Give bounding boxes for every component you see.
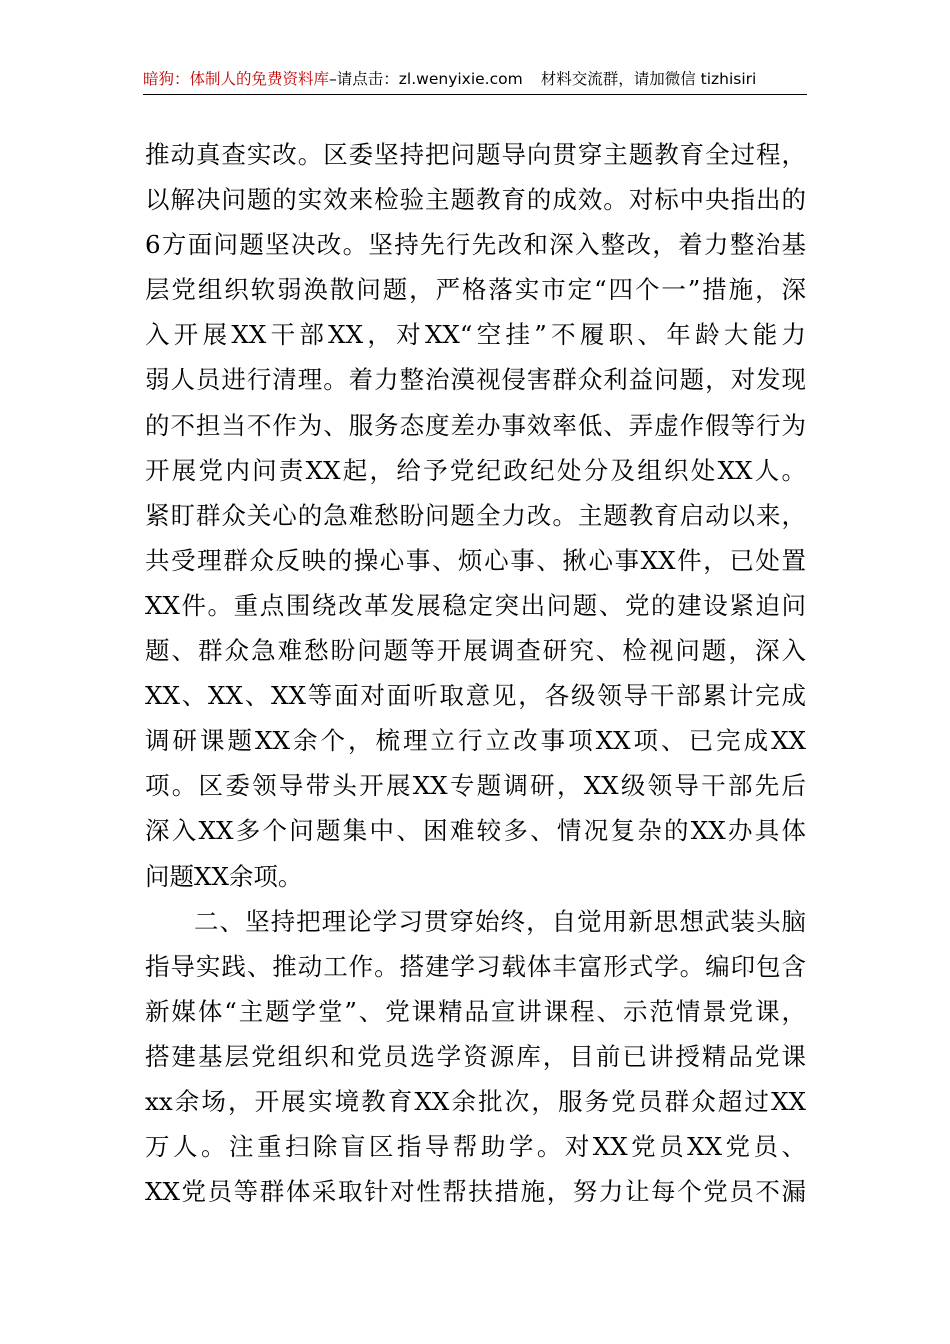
header-click-prompt: –请点击： [329,70,399,88]
header-site-name: 暗狗：体制人的免费资料库 [143,70,330,88]
header-url-link[interactable]: zl.wenyixie.com [398,70,523,88]
text-line: 6方面问题坚决改。坚持先行先改和深入整改，着力整治基 [145,230,806,260]
header-wechat-note: 材料交流群，请加微信 tizhisiri [540,70,757,88]
text-line: 新媒体“主题学堂”、党课精品宣讲课程、示范情景党课， [145,996,806,1026]
text-line: 调研课题XX余个，梳理立行立改事项XX项、已完成XX [145,726,806,756]
text-line: 入开展XX干部XX，对XX“空挂”不履职、年龄大能力 [145,320,806,350]
text-line: 推动真查实改。区委坚持把问题导向贯穿主题教育全过程， [145,140,806,169]
page-header [143,68,807,95]
text-line: 搭建基层党组织和党员选学资源库，目前已讲授精品党课 [145,1041,806,1071]
text-line: XX件。重点围绕改革发展稳定突出问题、党的建设紧迫问 [145,590,806,620]
text-line: 的不担当不作为、服务态度差办事效率低、弄虚作假等行为 [145,410,806,440]
text-line: 紧盯群众关心的急难愁盼问题全力改。主题教育启动以来， [145,500,806,530]
text-line: 层党组织软弱涣散问题，严格落实市定“四个一”措施，深 [145,275,806,305]
text-line: 以解决问题的实效来检验主题教育的成效。对标中央指出的 [145,185,806,215]
document-body [145,132,806,1214]
text-line: 项。区委领导带头开展XX专题调研，XX级领导干部先后 [145,771,806,801]
text-line: 问题XX余项。 [145,861,303,891]
text-line: XX、XX、XX等面对面听取意见，各级领导干部累计完成 [145,681,806,711]
text-line: 深入XX多个问题集中、困难较多、情况复杂的XX办具体 [145,816,806,846]
text-line: 题、群众急难愁盼问题等开展调查研究、检视问题，深入 [145,636,806,666]
text-line: 二、坚持把理论学习贯穿始终，自觉用新思想武装头脑 [194,906,806,936]
text-line: 万人。注重扫除盲区指导帮助学。对XX党员XX党员、 [145,1132,806,1162]
text-line: 指导实践、推动工作。搭建学习载体丰富形式学。编印包含 [145,951,806,981]
text-line: 共受理群众反映的操心事、烦心事、揪心事XX件，已处置 [145,545,806,575]
text-line: 开展党内问责XX起，给予党纪政纪处分及组织处XX人。 [145,455,806,485]
text-line: 弱人员进行清理。着力整治漠视侵害群众利益问题，对发现 [145,365,806,395]
text-line: XX党员等群体采取针对性帮扶措施，努力让每个党员不漏 [145,1177,806,1207]
text-line: xx余场，开展实境教育XX余批次，服务党员群众超过XX [145,1086,806,1116]
